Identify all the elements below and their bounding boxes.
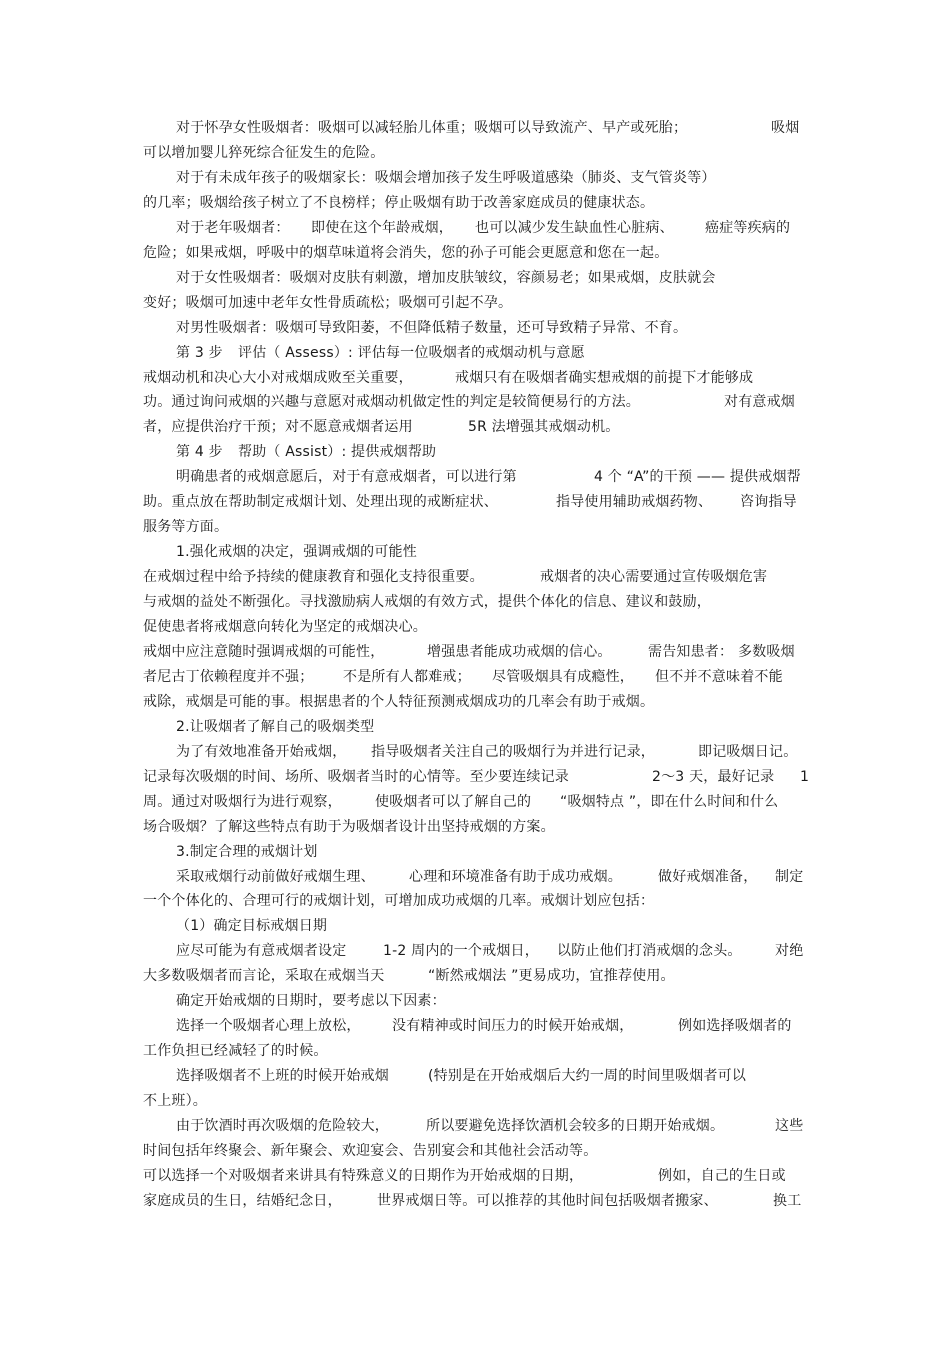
text-segment: 助。重点放在帮助制定戒烟计划、处理出现的戒断症状、 <box>143 494 498 511</box>
text-line <box>0 218 950 243</box>
text-segment: 心理和环境准备有助于成功戒烟。 <box>409 868 622 885</box>
text-segment: 癌症等疾病的 <box>705 219 791 236</box>
text-segment: 需告知患者： <box>648 643 734 660</box>
text-segment: 指导吸烟者关注自己的吸烟行为并进行记录， <box>371 743 655 760</box>
text-segment: （1）确定目标戒烟日期 <box>176 918 328 935</box>
text-line <box>0 318 950 343</box>
text-segment: 家庭成员的生日，结婚纪念日， <box>143 1192 342 1209</box>
text-segment: 4 个 “A”的干预 —— 提供戒烟帮 <box>594 469 801 486</box>
text-line <box>0 692 950 717</box>
text-segment: 不是所有人都难戒； <box>343 668 471 685</box>
text-line <box>0 742 950 767</box>
text-segment: 者尼古丁依赖程度并不强； <box>143 668 314 685</box>
text-line <box>0 1091 950 1116</box>
text-segment: 确定开始戒烟的日期时，要考虑以下因素： <box>176 993 446 1010</box>
text-segment: 2～3 天，最好记录 <box>652 768 775 785</box>
text-segment: 对于有未成年孩子的吸烟家长：吸烟会增加孩子发生呼吸道感染（肺炎、支气管炎等） <box>176 169 716 186</box>
text-line <box>0 916 950 941</box>
text-segment: 对于怀孕女性吸烟者：吸烟可以减轻胎儿体重；吸烟可以导致流产、早产或死胎； <box>176 120 688 136</box>
text-line <box>0 1016 950 1041</box>
text-line <box>0 667 950 692</box>
text-segment: 换工 <box>773 1192 802 1209</box>
text-line <box>0 492 950 517</box>
text-segment: 尽管吸烟具有成瘾性， <box>492 668 634 685</box>
text-line <box>0 592 950 617</box>
text-segment: 者，应提供治疗干预；对不愿意戒烟者运用 <box>143 419 413 436</box>
text-segment: 为了有效地准备开始戒烟， <box>176 743 347 760</box>
text-line <box>0 966 950 991</box>
text-segment: 使吸烟者可以了解自己的 <box>375 793 532 810</box>
text-segment: 没有精神或时间压力的时候开始戒烟， <box>392 1018 634 1035</box>
text-segment: 第 4 步 <box>176 444 223 461</box>
text-segment: 采取戒烟行动前做好戒烟生理、 <box>176 868 375 885</box>
text-line <box>0 767 950 792</box>
text-line <box>0 542 950 567</box>
text-segment: 可以增加婴儿猝死综合征发生的危险。 <box>143 144 385 161</box>
text-line <box>0 567 950 592</box>
text-segment: 由于饮酒时再次吸烟的危险较大， <box>176 1118 389 1134</box>
text-segment: 1.强化戒烟的决定，强调戒烟的可能性 <box>176 544 417 561</box>
text-segment: 例如，自己的生日或 <box>658 1167 786 1184</box>
text-segment: 戒烟动机和决心大小对戒烟成败至关重要， <box>143 369 413 386</box>
text-segment: 与戒烟的益处不断强化。寻找激励病人戒烟的有效方式，提供个体化的信息、建议和鼓励， <box>143 594 711 611</box>
text-line <box>0 243 950 268</box>
text-line <box>0 1166 950 1191</box>
text-segment: 周。通过对吸烟行为进行观察， <box>143 793 342 810</box>
text-segment: 戒烟只有在吸烟者确实想戒烟的前提下才能够成 <box>455 369 754 386</box>
text-segment: 戒烟中应注意随时强调戒烟的可能性， <box>143 643 385 660</box>
text-segment: 以防止他们打消戒烟的念头。 <box>557 943 742 960</box>
text-segment: 可以选择一个对吸烟者来讲具有特殊意义的日期作为开始戒烟的日期， <box>143 1167 584 1184</box>
text-segment: 不上班）。 <box>143 1093 207 1110</box>
text-segment: 世界戒烟日等。可以推荐的其他时间包括吸烟者搬家、 <box>377 1192 718 1209</box>
text-segment: 即记吸烟日记。 <box>698 743 798 760</box>
text-segment: (特别是在开始戒烟后大约一周的时间里吸烟者可以 <box>428 1068 747 1085</box>
text-segment: 做好戒烟准备， <box>658 868 758 885</box>
text-line <box>0 343 950 368</box>
text-segment: 对于老年吸烟者： <box>176 219 290 236</box>
text-segment: 评估（ Assess）: 评估每一位吸烟者的戒烟动机与意愿 <box>238 344 585 361</box>
text-line <box>0 268 950 293</box>
text-line <box>0 717 950 742</box>
text-segment: 促使患者将戒烟意向转化为坚定的戒烟决心。 <box>143 619 427 635</box>
text-segment: 但不并不意味着不能 <box>655 668 783 685</box>
text-segment: 工作负担已经减轻了的时候。 <box>143 1043 328 1060</box>
text-line <box>0 792 950 817</box>
text-line <box>0 1041 950 1066</box>
text-line <box>0 891 950 916</box>
text-segment: 第 3 步 <box>176 344 223 361</box>
text-line <box>0 392 950 417</box>
text-segment: 指导使用辅助戒烟药物、 <box>556 494 713 511</box>
text-segment: 的几率；吸烟给孩子树立了不良榜样；停止吸烟有助于改善家庭成员的健康状态。 <box>143 194 655 211</box>
text-segment: 1 <box>800 768 810 785</box>
text-line <box>0 1191 950 1216</box>
text-segment: 对绝 <box>775 943 804 960</box>
text-line <box>0 842 950 867</box>
text-segment: 制定 <box>775 868 804 885</box>
text-segment: 一个个体化的、合理可行的戒烟计划，可增加成功戒烟的几率。戒烟计划应包括： <box>143 893 655 910</box>
text-segment: 大多数吸烟者而言论，采取在戒烟当天 <box>143 968 385 985</box>
text-segment: 这些 <box>775 1118 804 1134</box>
text-segment: 所以要避免选择饮酒机会较多的日期开始戒烟。 <box>426 1118 725 1134</box>
text-segment: 功。通过询问戒烟的兴趣与意愿对戒烟动机做定性的判定是较简便易行的方法。 <box>143 394 640 411</box>
text-segment: 时间包括年终聚会、新年聚会、欢迎宴会、告别宴会和其他社会活动等。 <box>143 1142 598 1159</box>
text-segment: 选择一个吸烟者心理上放松， <box>176 1018 361 1035</box>
text-segment: 也可以减少发生缺血性心脏病、 <box>475 219 674 236</box>
text-line <box>0 442 950 467</box>
text-line <box>0 941 950 966</box>
text-segment: “断然戒烟法 ”更易成功，宜推荐使用。 <box>428 968 675 985</box>
text-segment: 2.让吸烟者了解自己的吸烟类型 <box>176 718 375 735</box>
text-segment: 增强患者能成功戒烟的信心。 <box>427 643 612 660</box>
text-line <box>0 168 950 193</box>
text-line <box>0 118 950 143</box>
text-line <box>0 467 950 492</box>
text-segment: 即使在这个年龄戒烟， <box>311 219 453 236</box>
text-line <box>0 642 950 667</box>
text-segment: 明确患者的戒烟意愿后，对于有意戒烟者，可以进行第 <box>176 469 517 486</box>
text-segment: 吸烟 <box>771 120 800 136</box>
text-segment: 变好；吸烟可加速中老年女性骨质疏松；吸烟可引起不孕。 <box>143 294 513 311</box>
text-line <box>0 817 950 842</box>
text-line <box>0 1141 950 1166</box>
text-segment: 选择吸烟者不上班的时候开始戒烟 <box>176 1068 389 1085</box>
text-segment: 对于女性吸烟者：吸烟对皮肤有刺激，增加皮肤皱纹，容颜易老；如果戒烟，皮肤就会 <box>176 269 716 286</box>
text-segment: 例如选择吸烟者的 <box>678 1018 792 1035</box>
text-line <box>0 1066 950 1091</box>
text-segment: 戒烟者的决心需要通过宣传吸烟危害 <box>540 569 768 586</box>
text-line <box>0 617 950 642</box>
text-line <box>0 293 950 318</box>
text-segment: 3.制定合理的戒烟计划 <box>176 843 318 860</box>
text-line <box>0 867 950 892</box>
text-line <box>0 143 950 168</box>
text-line <box>0 368 950 393</box>
text-line <box>0 991 950 1016</box>
text-segment: 危险；如果戒烟，呼吸中的烟草味道将会消失，您的孙子可能会更愿意和您在一起。 <box>143 244 669 261</box>
text-segment: “吸烟特点 ”，即在什么时间和什么 <box>560 793 779 810</box>
text-segment: 对男性吸烟者：吸烟可导致阳萎，不但降低精子数量，还可导致精子异常、不育。 <box>176 319 688 336</box>
text-line <box>0 517 950 542</box>
text-segment: 记录每次吸烟的时间、场所、吸烟者当时的心情等。至少要连续记录 <box>143 768 569 785</box>
text-segment: 多数吸烟 <box>738 643 795 660</box>
text-line <box>0 1116 950 1141</box>
text-line <box>0 417 950 442</box>
text-segment: 戒除，戒烟是可能的事。根据患者的个人特征预测戒烟成功的几率会有助于戒烟。 <box>143 693 655 710</box>
text-line <box>0 193 950 218</box>
text-segment: 帮助（ Assist）: 提供戒烟帮助 <box>238 444 437 461</box>
text-segment: 5R 法增强其戒烟动机。 <box>468 419 620 436</box>
text-segment: 咨询指导 <box>740 494 797 511</box>
text-segment: 在戒烟过程中给予持续的健康教育和强化支持很重要。 <box>143 569 484 586</box>
text-segment: 应尽可能为有意戒烟者设定 <box>176 943 347 960</box>
text-segment: 服务等方面。 <box>143 519 229 536</box>
text-segment: 1-2 周内的一个戒烟日， <box>383 943 539 960</box>
text-segment: 对有意戒烟 <box>724 394 795 411</box>
text-segment: 场合吸烟？了解这些特点有助于为吸烟者设计出坚持戒烟的方案。 <box>143 818 555 835</box>
